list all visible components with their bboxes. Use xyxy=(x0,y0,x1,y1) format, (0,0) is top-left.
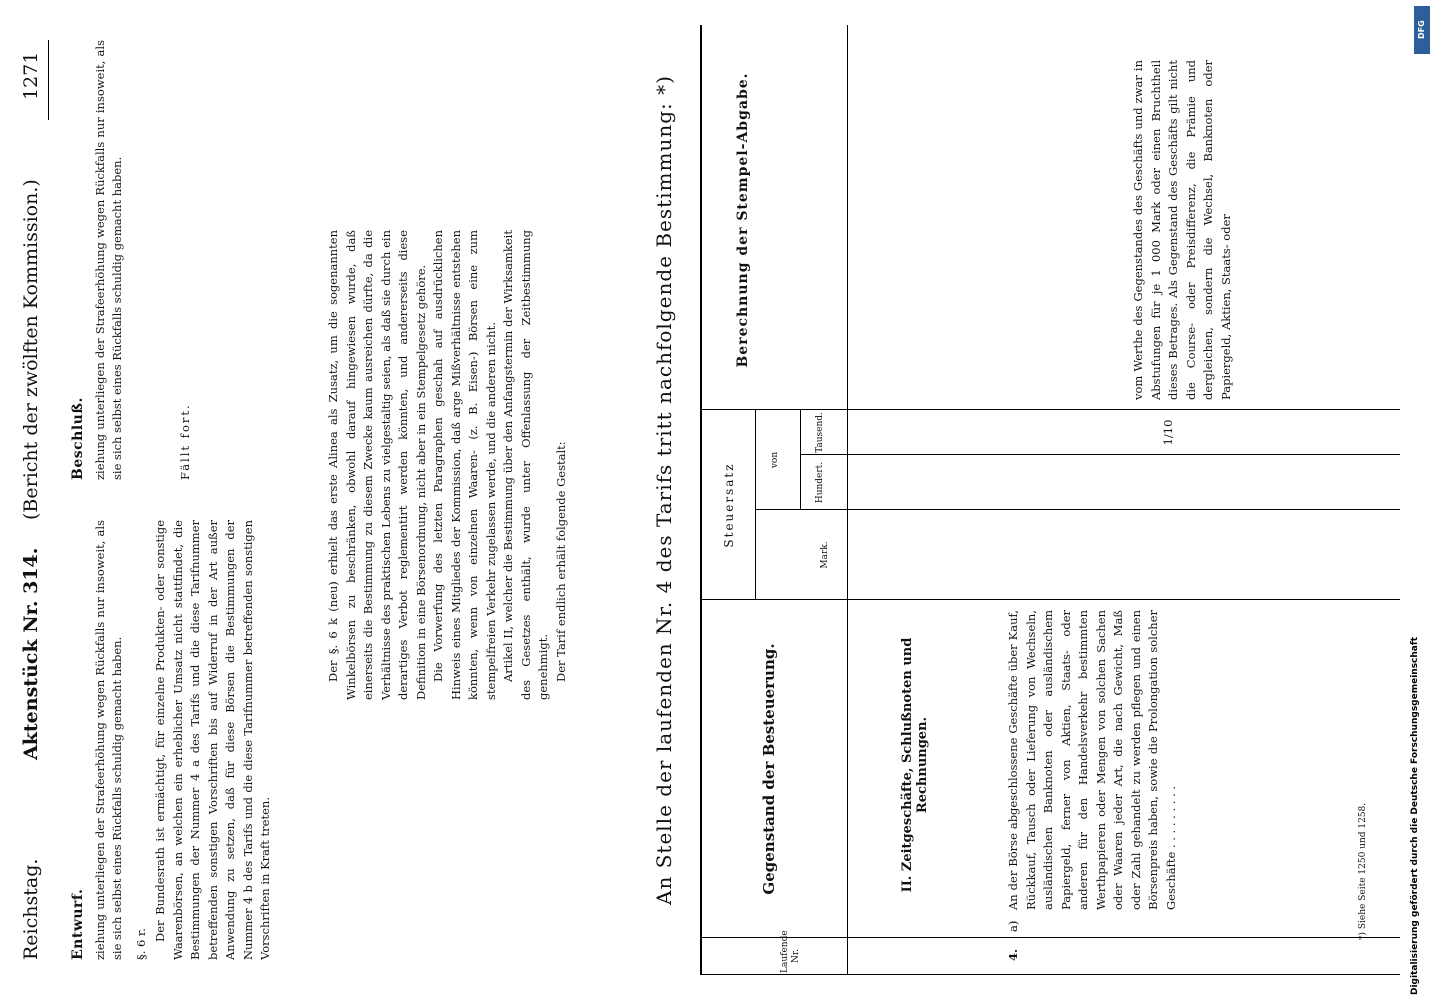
digitization-notice: Digitalisierung gefördert durch die Deutsche Forschungsgemeinschaft xyxy=(1410,636,1420,995)
table-left-border xyxy=(700,974,1400,975)
col-divider-mark xyxy=(755,509,1400,510)
beschluss-heading: Beschluß. xyxy=(70,397,86,480)
right-column xyxy=(70,40,194,480)
col-header-gegenstand: Gegenstand der Besteuerung. xyxy=(760,643,778,895)
col-header-mark: Mark. xyxy=(820,541,830,569)
table-top-rule xyxy=(700,25,702,975)
body-paragraph-2: Die Vorwerfung des letzten Paragraphen geschah auf ausdrücklichen Hinweis eines Mitgliedes der Kommission, daß arge Mißverhältnisse entstehen könnten, wenn von einzelnen Waaren- (z. B. Eisen-) Börsen eine zum stempelfreien Verkehr zugelassen werde, und die anderen nicht. xyxy=(431,230,498,700)
dfg-logo: DFG xyxy=(1414,6,1430,54)
item-a-rate: 1/10 xyxy=(1161,419,1175,446)
header-reichstag: Reichstag. xyxy=(20,858,42,960)
col-divider-nr xyxy=(700,937,1400,938)
body-text xyxy=(325,230,570,700)
entwurf-heading: Entwurf. xyxy=(70,888,86,960)
beschluss-paragraph-2: Fällt fort. xyxy=(177,403,192,480)
col-header-steuersatz: Steuersatz xyxy=(722,462,736,548)
entwurf-section-mark: §. 6 r. xyxy=(133,928,148,960)
item-a-label: a) xyxy=(1006,920,1020,932)
tarif-heading: An Stelle der laufenden Nr. 4 des Tarifs tritt nachfolgende Bestimmung: *) xyxy=(652,75,676,905)
item-a-calculation: vom Werthe des Gegenstandes des Geschäfts und zwar in Abstufungen für je 1 000 Mark oder einen Bruchtheil dieses Betrages. Als Gegenstand des Geschäfts gilt nicht die Course- oder Preisdifferenz, die Prämie und dergleichen, sondern die Wechsel, Banknoten oder Papiergeld, Aktien, Staats- oder xyxy=(1131,60,1233,400)
col-header-tausend: Tausend. xyxy=(815,412,825,453)
col-divider-tausend xyxy=(700,409,1400,410)
beschluss-paragraph-1: ziehung unterliegen der Strafeerhöhung wegen Rückfalls nur insoweit, als sie sich selbst eines Rückfalls schuldig gemacht haben. xyxy=(92,40,124,480)
von-subrule xyxy=(800,410,801,510)
item-a-text: An der Börse abgeschlossene Geschäfte über Kauf, Rückkauf, Tausch oder Lieferung von Wechseln, ausländischen Banknoten oder ausländischem Papiergeld, ferner von Aktien, Staats- oder anderen für den Handelsverkehr bestimmten Werthpapieren oder Mengen von solchen Sachen oder Waaren jeder Art, die nach Gewicht, Maß oder Zahl gehandelt zu werden pflegen und einen Börsenpreis haben, sowie die Prolongation solcher Geschäfte . . . . . . . . . xyxy=(1006,610,1178,910)
table-header-rule xyxy=(847,25,848,975)
page-number-underline xyxy=(48,40,49,120)
header-page-number: 1271 xyxy=(20,51,42,100)
col-header-hundert: Hundert. xyxy=(815,461,825,504)
col-divider-gegenstand xyxy=(700,599,1400,600)
section-title: II. Zeitgeschäfte, Schlußnoten und Rechnungen. xyxy=(900,637,930,893)
body-paragraph-3: Artikel II, welcher die Bestimmung über den Anfangstermin der Wirksamkeit des Gesetzes enthält, wurde unter Offenlassung der Zeitbestimmung genehmigt. xyxy=(501,230,550,700)
col-divider-hundert xyxy=(800,454,1400,455)
footnote: *) Siehe Seite 1250 und 1258. xyxy=(1358,802,1368,940)
header-commission: (Bericht der zwölften Kommission.) xyxy=(20,179,42,520)
row-number: 4. xyxy=(1006,949,1020,962)
entwurf-paragraph-2: Der Bundesrath ist ermächtigt, für einzelne Produkten- oder sonstige Waarenbörsen, an welchen ein erheblicher Umsatz nicht stattfindet, die Bestimmungen der Nummer 4 a des Tarifs und die diese Tarifnummer betreffenden sonstigen Vorschriften bis auf Widerruf in der Art außer Anwendung zu setzen, daß für diese Börsen die Bestimmungen der Nummer 4 b des Tarifs und die diese Tarifnummer betreffenden sonstigen Vorschriften in Kraft treten. xyxy=(153,520,272,960)
steuersatz-subrule xyxy=(755,410,756,600)
col-header-von: von xyxy=(770,451,780,469)
col-header-laufende-nr: Laufende Nr. xyxy=(780,930,801,973)
body-paragraph-4: Der Tarif endlich erhält folgende Gestalt: xyxy=(553,441,568,682)
col-header-berechnung: Berechnung der Stempel-Abgabe. xyxy=(735,72,751,368)
entwurf-paragraph-1: ziehung unterliegen der Strafeerhöhung wegen Rückfalls nur insoweit, als sie sich selbst eines Rückfalls schuldig gemacht haben. xyxy=(92,520,124,960)
body-paragraph-1: Der §. 6 k (neu) erhielt das erste Alinea als Zusatz, um die sogenannten Winkelbörsen zu beschränken, obwohl darauf hingewiesen wurde, daß einerseits die Bestimmung zu diesem Zwecke kaum ausreichen dürfte, da die Verhältnisse des praktischen Lebens zu vielgestaltig seien, als daß sie durch ein derartiges Verbot reglementirt werden könnten, und andererseits diese Definition in eine Börsenordnung, nicht aber in ein Stempelgesetz gehöre. xyxy=(326,230,428,700)
header-document-number: Aktenstück Nr. 314. xyxy=(20,547,42,760)
left-column xyxy=(70,520,275,960)
